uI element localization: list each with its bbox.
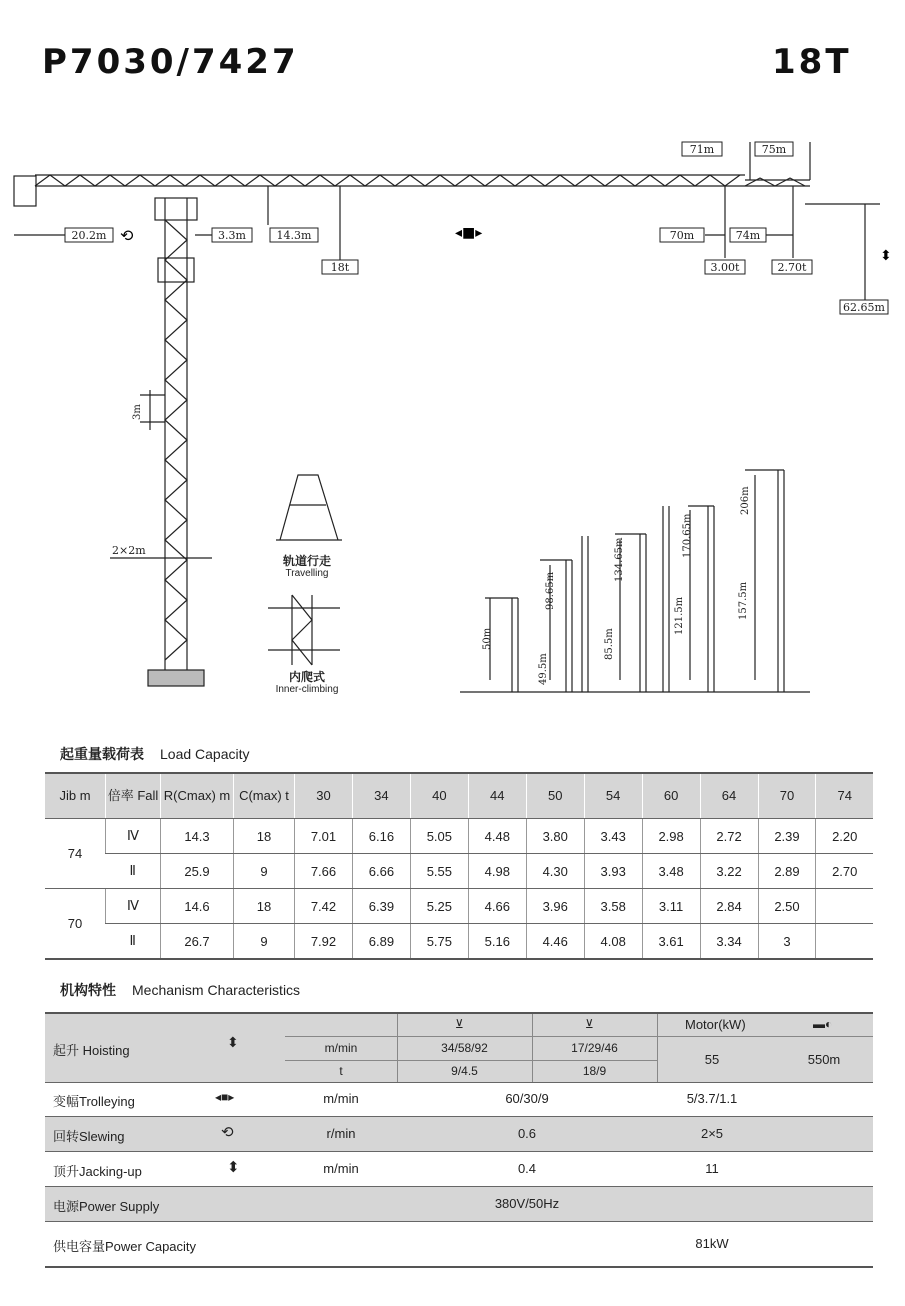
slewing-motor: 2×5 [700,1126,724,1141]
hoisting-speed-b: 17/29/46 [571,1041,618,1055]
value-cell: 2.72 [700,819,758,854]
value-cell: 3.61 [642,924,700,960]
value-cell: 3.11 [642,889,700,924]
rope-icon: ▬◐ [813,1017,833,1031]
jib-cell: 74 [45,819,106,889]
value-cell: 3.43 [584,819,642,854]
value-cell: 3.34 [700,924,758,960]
value-cell: 7.92 [295,924,353,960]
dim-counter-jib: 20.2m [71,229,107,242]
r-cell: 25.9 [161,854,234,889]
hoisting-load-a: 9/4.5 [451,1064,478,1078]
table-row [45,819,873,854]
value-cell: 6.66 [352,854,410,889]
height-134-65: 134.65m [614,537,625,582]
hoisting-row [45,1012,873,1083]
height-206: 206m [740,486,751,515]
value-cell: 7.01 [295,819,353,854]
height-85-5: 85.5m [604,628,615,660]
jacking-row [45,1152,873,1187]
height-157-5: 157.5m [738,581,749,620]
value-cell: 7.42 [295,889,353,924]
slewing-speed: 0.6 [517,1126,537,1141]
value-cell: 3 [758,924,816,960]
power-capacity-value: 81kW [695,1236,729,1251]
mast-size: 2×2m [112,544,146,557]
header-jib: Jib m [45,773,106,819]
value-cell: 5.05 [410,819,468,854]
r-cell: 26.7 [161,924,234,960]
hoisting-speed-a: 34/58/92 [441,1041,488,1055]
value-cell: 3.93 [584,854,642,889]
jacking-motor: 11 [705,1161,719,1176]
value-cell: 2.70 [816,854,873,889]
c-cell: 9 [234,924,295,960]
header-40: 40 [410,773,468,819]
hoisting-rope: 550m [807,1052,841,1067]
value-cell: 6.16 [352,819,410,854]
hoisting-unit-load: t [339,1064,343,1078]
hoisting-motor: 55 [704,1052,720,1067]
r-cell: 14.6 [161,889,234,924]
height-121-5: 121.5m [674,596,685,635]
dim-71m: 71m [689,143,715,156]
section-length: 3m [132,404,143,420]
value-cell: 2.20 [816,819,873,854]
dim-max-load-radius: 14.3m [276,229,312,242]
value-cell: 3.48 [642,854,700,889]
table-row [45,854,873,889]
inner-caption-en: Inner-climbing [275,684,339,695]
travelling-caption-en: Travelling [285,568,329,579]
value-cell: 3.22 [700,854,758,889]
header-64: 64 [700,773,758,819]
tip-load-74: 2.70t [777,261,807,274]
jacking-speed: 0.4 [517,1161,537,1176]
hoisting-label: 起升 Hoisting [53,1043,130,1058]
jib-truss [14,175,810,206]
value-cell: 3.58 [584,889,642,924]
trolleying-speed: 60/30/9 [505,1091,549,1106]
value-cell: 4.48 [468,819,526,854]
value-cell: 2.39 [758,819,816,854]
height-50: 50m [482,627,493,650]
hook-height: 62.65m [843,301,885,314]
inner-climbing-icon [268,595,340,665]
slewing-icon: ⟲ [120,226,134,245]
value-cell: 6.39 [352,889,410,924]
dim-74m: 74m [735,229,761,242]
hoisting-load-b: 18/9 [582,1064,607,1078]
dim-75m: 75m [761,143,787,156]
slewing-label: 回转Slewing [53,1129,125,1144]
slewing-icon: ⟲ [221,1124,234,1141]
jib-cell: 70 [45,889,106,960]
value-cell: 3.96 [526,889,584,924]
power-supply-row [45,1187,873,1222]
value-cell: 5.55 [410,854,468,889]
trolleying-unit: m/min [323,1091,359,1106]
trolleying-row [45,1082,873,1117]
header-r: R(Cmax) m [161,773,234,819]
inner-caption-cn: 内爬式 [288,670,325,684]
mechanism-title: 机构特性 Mechanism Characteristics [60,982,301,998]
header-44: 44 [468,773,526,819]
fall-cell: Ⅳ [106,889,161,924]
value-cell: 2.89 [758,854,816,889]
value-cell: 7.66 [295,854,353,889]
trolleying-motor: 5/3.7/1.1 [686,1091,738,1106]
slewing-unit: r/min [326,1126,356,1141]
value-cell: 5.75 [410,924,468,960]
crane-drawing [0,120,905,720]
dim-70m: 70m [669,229,695,242]
jacking-unit: m/min [323,1161,359,1176]
header-30: 30 [295,773,353,819]
jacking-icon: ⬍ [227,1159,240,1176]
mast-tower [148,198,204,686]
header-54: 54 [584,773,642,819]
value-cell: 2.84 [700,889,758,924]
hoisting-unit-speed: m/min [324,1041,358,1055]
height-49-5: 49.5m [538,653,549,685]
value-cell: 4.66 [468,889,526,924]
dim-hook-start: 3.3m [218,229,246,242]
tip-load-70: 3.00t [710,261,740,274]
trolleying-label: 变幅Trolleying [53,1094,135,1109]
power-supply-value: 380V/50Hz [494,1196,560,1211]
value-cell: 3.80 [526,819,584,854]
c-cell: 18 [234,889,295,924]
height-98-65: 98.65m [545,571,556,610]
value-cell: 2.98 [642,819,700,854]
fall-cell: Ⅳ [106,819,161,854]
power-capacity-label: 供电容量Power Capacity [53,1239,197,1254]
fall-cell: Ⅱ [106,924,161,960]
load-capacity-title: 起重量载荷表 Load Capacity [60,746,250,762]
header-70: 70 [758,773,816,819]
header-60: 60 [642,773,700,819]
value-cell: 4.46 [526,924,584,960]
value-cell: 5.25 [410,889,468,924]
trolley-icon: ◂■▸ [455,225,483,241]
value-cell: 4.30 [526,854,584,889]
model-title: P7030/7427 [42,42,299,82]
height-170-65: 170.65m [682,513,693,558]
power-supply-label: 电源Power Supply [53,1199,160,1214]
load-capacity-table [45,772,873,960]
jacking-label: 顶升Jacking-up [53,1164,142,1179]
value-cell: 2.50 [758,889,816,924]
value-cell [816,889,873,924]
motor-header: Motor(kW) [685,1017,746,1032]
hook-fall-2-icon: ⊻ [585,1017,594,1031]
hoist-icon: ⬍ [880,248,892,264]
hoist-icon: ⬍ [227,1034,239,1050]
travelling-icon [276,475,342,540]
table-header-row [45,773,873,819]
trolley-icon: ◂■▸ [215,1090,235,1104]
value-cell [816,924,873,960]
travelling-caption-cn: 轨道行走 [282,554,331,568]
header-fall: 倍率 Fall [106,773,161,819]
table-row [45,924,873,960]
capacity-title: 18T [772,42,852,82]
value-cell: 4.08 [584,924,642,960]
value-cell: 6.89 [352,924,410,960]
hook-fall-4-icon: ⊻ [455,1017,464,1031]
value-cell: 5.16 [468,924,526,960]
c-cell: 18 [234,819,295,854]
value-cell: 4.98 [468,854,526,889]
header-34: 34 [352,773,410,819]
height-comparison [460,470,810,692]
header-74: 74 [816,773,873,819]
table-row [45,889,873,924]
power-capacity-row [45,1222,873,1268]
r-cell: 14.3 [161,819,234,854]
max-load: 18t [330,261,350,274]
header-c: C(max) t [234,773,295,819]
slewing-row [45,1117,873,1152]
fall-cell: Ⅱ [106,854,161,889]
header-50: 50 [526,773,584,819]
c-cell: 9 [234,854,295,889]
